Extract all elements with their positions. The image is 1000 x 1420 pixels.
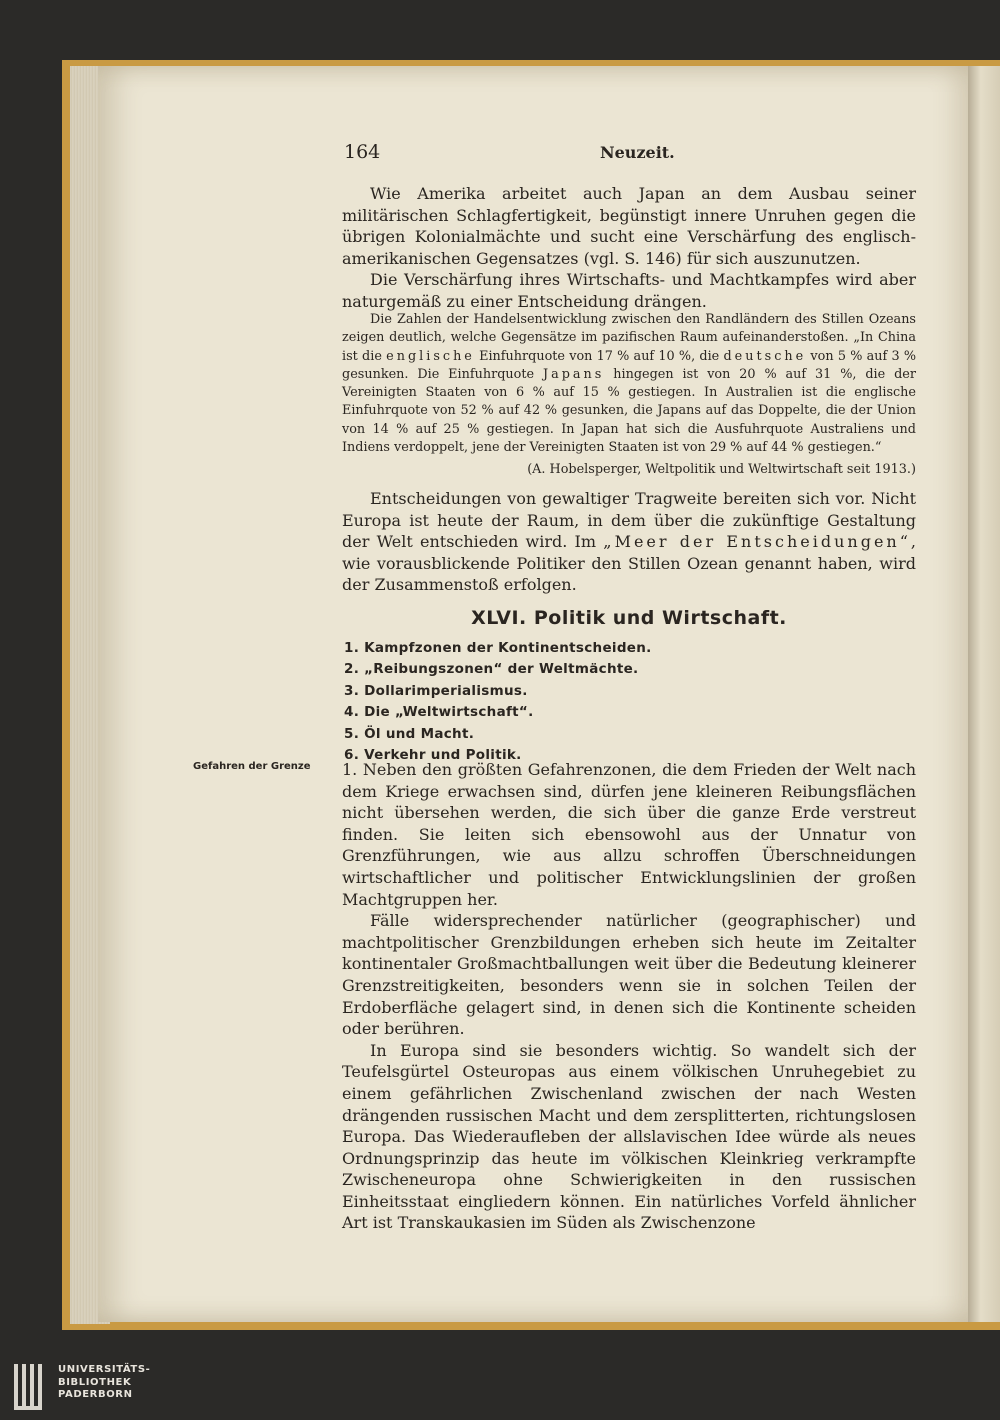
paragraph-europa: In Europa sind sie besonders wichtig. So wandelt sich der Teufelsgürtel Osteuropas aus einem völkischen Unruhegebiet zu einem gefährlichen Zwischenland zwischen der nach Westen drängenden russischen Macht und dem zersplitterten, richtungslosen Europa. Das Wiederaufleben der allslavischen Idee würde als neues Ordnungsprinzip das heute im völkischen Kleinkrieg verkrampfte Zwischeneuropa ohne Schwierigkeiten in den russischen Einheitsstaat eingliedern können. Ein natürliches Vorfeld ähnlicher Art ist Transkaukasien im Süden als Zwischenzone — [342, 1040, 916, 1233]
paragraph-grenzbildungen: Fälle widersprechender natürlicher (geographischer) und machtpolitischer Grenzbildungen erheben sich heute im Zeitalter kontinentaler Großmachtballungen weit über die Bedeutung kleinerer Grenzstreitigkeiten, besonders wenn sie in solchen Teilen der Erdoberfläche gelagert sind, in denen sich die Kontinente scheiden oder berühren. — [342, 911, 916, 1039]
page-number: 164 — [344, 141, 381, 163]
library-logo-icon — [14, 1364, 46, 1410]
bottom-section — [342, 759, 916, 1234]
quote-block — [342, 311, 916, 479]
paragraph-japan: Wie Amerika arbeitet auch Japan an dem Ausbau seiner militärischen Schlagfertigkeit, begünstigt innere Unruhen gegen die übrigen Kolonialmächte und sucht eine Verschärfung des englisch-amerikanischen Gegensatzes (vgl. S. 146) für sich auszunutzen. — [342, 184, 916, 268]
contents-item: 5. Öl und Macht. — [344, 725, 475, 742]
chapter-heading: XLVI. Politik und Wirtschaft. — [471, 607, 787, 629]
contents-item: 3. Dollarimperialismus. — [344, 682, 528, 699]
library-logo — [14, 1364, 150, 1410]
middle-section — [342, 488, 916, 596]
paragraph-grenzen: 1. Neben den größten Gefahrenzonen, die dem Frieden der Welt nach dem Kriege erwachsen sind, dürfen jene kleineren Reibungsflächen nicht übersehen werden, die sich über die ganze Erde verstreut finden. Sie leiten sich ebensowohl aus der Unnatur von Grenzführungen, wie aus allzu schroffen Überschneidungen wirtschaftlicher und politischer Entwicklungslinien der großen Machtgruppen her. — [342, 760, 916, 909]
contents-item: 2. „Reibungszonen“ der Weltmächte. — [344, 661, 639, 678]
quote-citation: (A. Hobelsperger, Weltpolitik und Weltwirtschaft seit 1913.) — [527, 462, 916, 478]
running-title: Neuzeit. — [600, 143, 675, 162]
paragraph-verschaerfung: Die Verschärfung ihres Wirtschafts- und Machtkampfes wird aber naturgemäß zu einer Entscheidung drängen. — [342, 270, 916, 311]
top-section — [342, 183, 916, 313]
contents-item: 4. Die „Weltwirtschaft“. — [344, 704, 534, 721]
contents-item: 6. Verkehr und Politik. — [344, 746, 522, 763]
quote-text: Die Zahlen der Handelsentwicklung zwischen den Randländern des Stillen Ozeans zeigen deutlich, welche Gegensätze im pazifischen Raum aufeinanderstoßen. „In China ist die englische Einfuhrquote von 17 % auf 10 %, die deutsche von 5 % auf 3 % gesunken. Die Einfuhrquote Japans hingegen ist von 20 % auf 31 %, die der Vereinigten Staaten von 6 % auf 15 % gestiegen. In Australien ist die englische Einfuhrquote von 52 % auf 42 % gesunken, die Japans auf das Doppelte, die der Union von 14 % auf 25 % gestiegen. In Japan hat sich die Ausfuhrquote Australiens und Indiens verdoppelt, jene der Vereinigten Staaten ist von 29 % auf 44 % gestiegen.“ — [342, 312, 916, 456]
facing-page-edge — [968, 66, 1000, 1322]
paragraph-entscheidungen: Entscheidungen von gewaltiger Tragweite bereiten sich vor. Nicht Europa ist heute der Raum, in dem über die zukünftige Gestaltung der Welt entschieden wird. Im „Meer der Entscheidungen“, wie vorausblickende Politiker den Stillen Ozean genannt haben, wird der Zusammenstoß erfolgen. — [342, 489, 916, 595]
marginal-note: Gefahren der Grenze — [193, 761, 311, 772]
contents-item: 1. Kampfzonen der Kontinentscheiden. — [344, 640, 652, 656]
bleed-through-text — [430, 148, 436, 166]
chapter-contents-list — [344, 638, 652, 766]
library-logo-text: UNIVERSITÄTS- BIBLIOTHEK PADERBORN — [58, 1364, 151, 1400]
